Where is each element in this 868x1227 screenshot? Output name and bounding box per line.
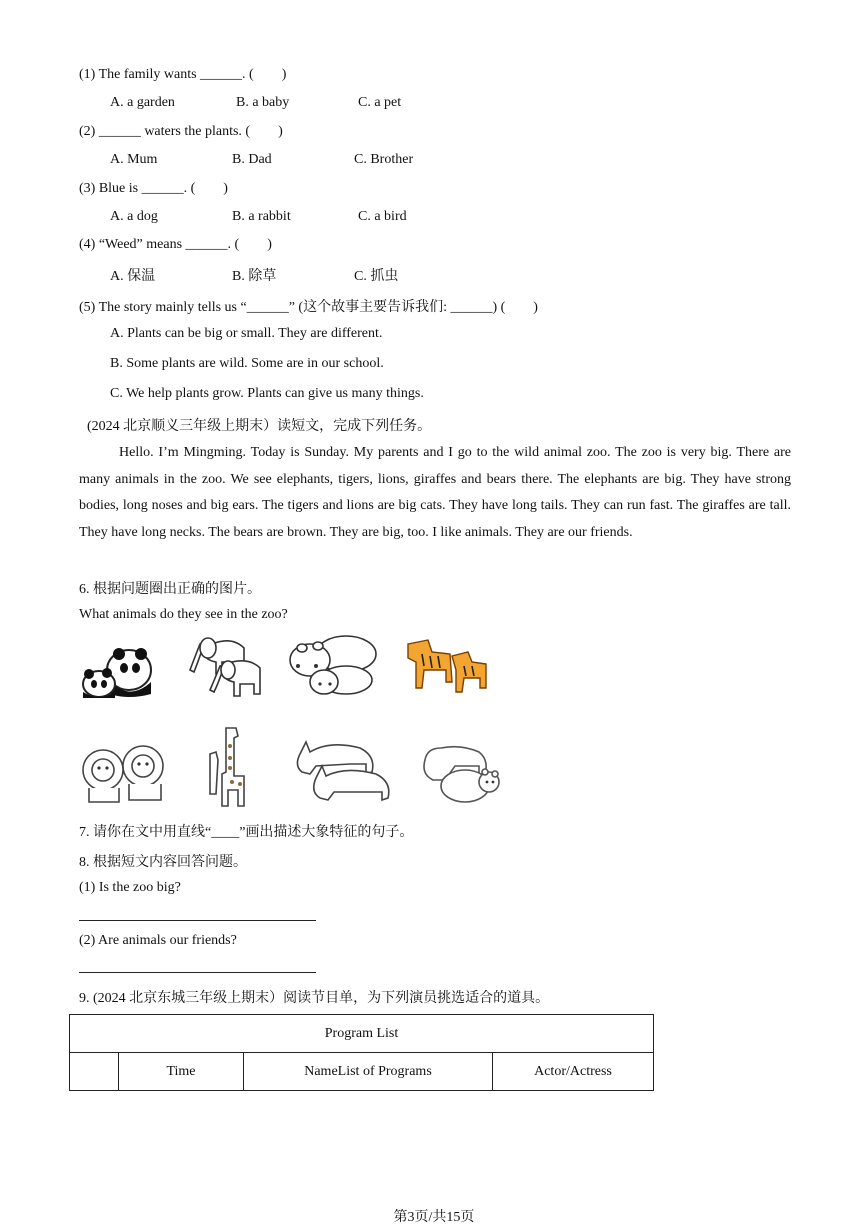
program-list-title: Program List xyxy=(70,1015,654,1053)
hippo-picture[interactable] xyxy=(286,630,380,700)
program-table-name-header: NameList of Programs xyxy=(244,1053,493,1091)
reading-source-intro: (2024 北京顺义三年级上期末）读短文，完成下列任务。 xyxy=(87,419,432,434)
program-table-blank-header xyxy=(70,1053,119,1091)
question-4-option-c: C. 抓虫 xyxy=(354,269,399,284)
page-footer: 第3页/共15页 xyxy=(393,1210,475,1225)
panda-picture[interactable] xyxy=(79,640,157,700)
question-2-option-a: A. Mum xyxy=(110,152,158,167)
question-4-stem: (4) “Weed” means ______. ( ) xyxy=(79,237,272,252)
question-4-option-b: B. 除草 xyxy=(232,269,277,284)
question-3-option-b: B. a rabbit xyxy=(232,209,291,224)
rhino-picture[interactable] xyxy=(280,734,396,806)
answer-line-2[interactable] xyxy=(79,972,316,973)
reading-passage-text: Hello. I’m Mingming. Today is Sunday. My parents and I go to the wild animal zoo. The zoo is very big. There are many animals in the zoo. We see elephants, tigers, lions, giraffes and bears there. The elephants are big. They have strong bodies, long noses and big ears. The tigers and lions are big cats. They have long tails. They can run fast. The giraffes are tall. They have long necks. The bears are brown. They are big, too. I like animals. They are our friends. xyxy=(79,445,791,540)
question-5-option-c: C. We help plants grow. Plants can give us many things. xyxy=(110,386,424,401)
program-list-table xyxy=(69,1014,654,1091)
question-1-option-b: B. a baby xyxy=(236,95,290,110)
question-1-stem: (1) The family wants ______. ( ) xyxy=(79,67,287,82)
question-1-option-a: A. a garden xyxy=(110,95,175,110)
question-7: 7. 请你在文中用直线“____”画出描述大象特征的句子。 xyxy=(79,825,414,840)
question-3-option-a: A. a dog xyxy=(110,209,158,224)
question-9: 9. (2024 北京东城三年级上期末）阅读节目单，为下列演员挑选适合的道具。 xyxy=(79,991,550,1006)
question-6-prompt: What animals do they see in the zoo? xyxy=(79,607,288,622)
question-6-title: 6. 根据问题圈出正确的图片。 xyxy=(79,582,261,597)
question-8-item-1: (1) Is the zoo big? xyxy=(79,880,181,895)
question-5-stem: (5) The story mainly tells us “______” (这个故事主要告诉我们: ______) ( ) xyxy=(79,300,538,315)
program-table-time-header: Time xyxy=(119,1053,244,1091)
question-2-option-c: C. Brother xyxy=(354,152,414,167)
question-3-stem: (3) Blue is ______. ( ) xyxy=(79,181,228,196)
lion-picture[interactable] xyxy=(79,742,173,806)
question-4-option-a: A. 保温 xyxy=(110,269,156,284)
question-8-title: 8. 根据短文内容回答问题。 xyxy=(79,855,247,870)
question-2-option-b: B. Dad xyxy=(232,152,272,167)
question-3-option-c: C. a bird xyxy=(358,209,407,224)
elephant-picture[interactable] xyxy=(182,632,268,700)
reading-passage xyxy=(79,440,791,546)
tiger-picture[interactable] xyxy=(402,632,490,696)
question-2-stem: (2) ______ waters the plants. ( ) xyxy=(79,124,283,139)
bear-picture[interactable] xyxy=(415,740,501,806)
question-5-option-a: A. Plants can be big or small. They are different. xyxy=(110,326,383,341)
question-5-option-b: B. Some plants are wild. Some are in our school. xyxy=(110,356,384,371)
answer-line-1[interactable] xyxy=(79,920,316,921)
question-8-item-2: (2) Are animals our friends? xyxy=(79,933,237,948)
program-table-actor-header: Actor/Actress xyxy=(493,1053,654,1091)
question-1-option-c: C. a pet xyxy=(358,95,402,110)
giraffe-picture[interactable] xyxy=(200,724,260,808)
